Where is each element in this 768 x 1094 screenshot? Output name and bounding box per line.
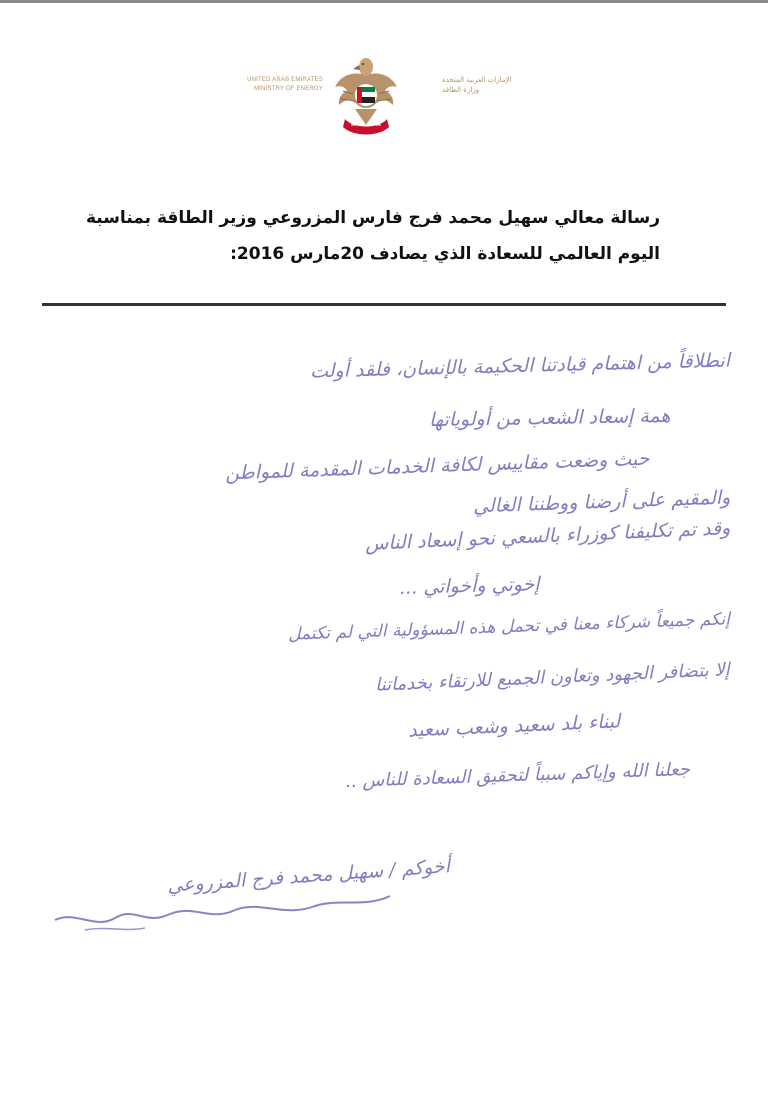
handwritten-line: إنكم جميعاً شركاء معنا في تحمل هذه المسؤولية التي لم تكتمل [287, 609, 731, 645]
letterhead-english [213, 76, 323, 94]
title-line-1: رسالة معالي سهيل محمد فرج فارس المزروعي وزير الطاقة بمناسبة [85, 208, 660, 228]
handwritten-line: جعلنا الله وإياكم سبباً لتحقيق السعادة للناس .. [344, 758, 691, 793]
letterhead-arabic [442, 75, 552, 95]
handwritten-line: حيث وضعت مقاييس لكافة الخدمات المقدمة للمواطن [225, 447, 651, 485]
handwritten-line: انطلاقاً من اهتمام قيادتنا الحكيمة بالإنسان، فلقد أولت [309, 349, 731, 383]
title-divider [42, 303, 726, 306]
handwritten-line: إلا بتضافر الجهود وتعاون الجميع للارتقاء بخدماتنا [374, 659, 731, 696]
top-border [0, 0, 768, 3]
letterhead [0, 48, 768, 143]
handwritten-signature: أخوكم / سهيل محمد فرج المزروعي [166, 855, 451, 897]
letterhead-org-line1: UNITED ARAB EMIRATES [247, 77, 323, 83]
title-line-2: اليوم العالمي للسعادة الذي يصادف 20مارس 2016: [230, 244, 660, 264]
handwritten-line: والمقيم على أرضنا ووطننا الغالي [472, 486, 731, 518]
uae-falcon-emblem-icon [333, 53, 399, 139]
letterhead-org-ar-line1: الإمارات العربية المتحدة [442, 76, 512, 84]
signature-flourish [45, 860, 405, 940]
letter-title [60, 200, 660, 272]
letterhead-org-ar-line2: وزارة الطاقة [442, 86, 480, 94]
handwritten-line: وقد تم تكليفنا كوزراء بالسعي نحو إسعاد الناس [364, 517, 731, 555]
handwritten-line: إخوتي وأخواتي ... [399, 573, 541, 599]
letterhead-org-line2: MINISTRY OF ENERGY [253, 86, 323, 92]
handwritten-line: همة إسعاد الشعب من أولوياتها [428, 404, 671, 432]
handwritten-line: لبناء بلد سعيد وشعب سعيد [407, 710, 621, 742]
handwritten-letter-body [50, 349, 731, 915]
